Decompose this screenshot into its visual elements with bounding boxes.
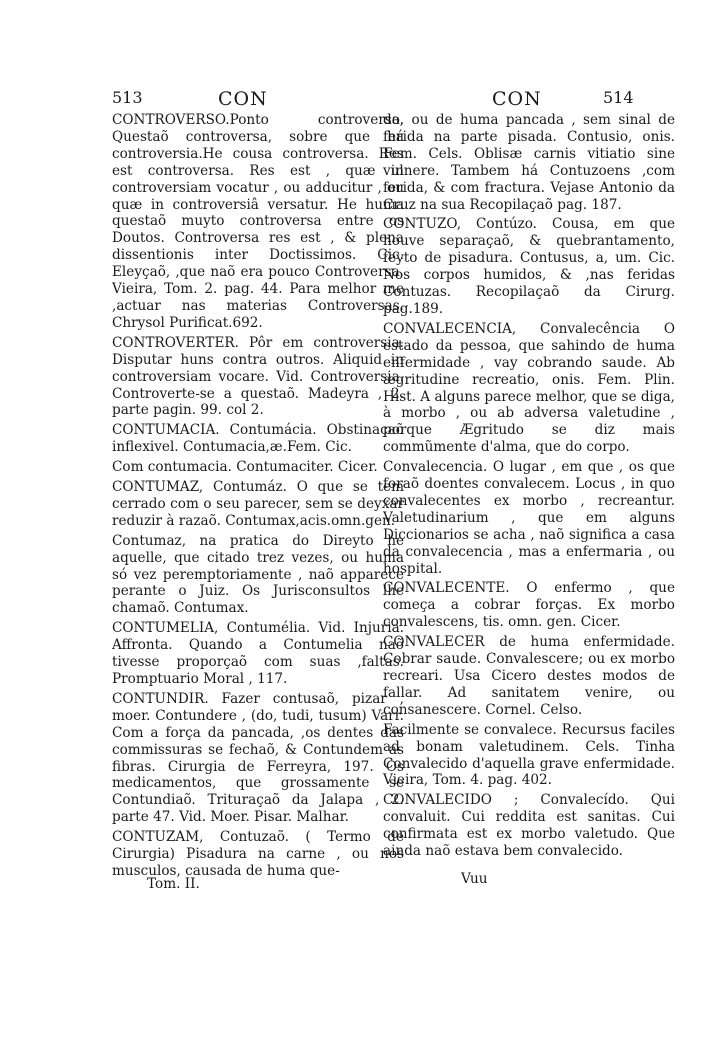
right-column <box>383 112 675 860</box>
running-headword-right: CON <box>492 88 542 110</box>
entry-convalecido: CONVALECIDO ; Convalecído. Qui convaluit. Cui reddita est sanitas. Cui confirmata est ex morbo valetudo. Que ainda naõ estava bem convalecido. <box>383 792 675 860</box>
gathering-signature: Vuu <box>461 871 488 887</box>
page-number-right: 514 <box>603 88 634 107</box>
entry-convalecencia-lugar: Convalecencia. O lugar , em que , os que foraõ doentes convalecem. Locus , in quo convalecentes ex morbo , recreantur. Valetudinarium , que em alguns Diccionarios se acha , naõ significa a casa da convalecencia , mas a enfermaria , ou hospital. <box>383 459 675 577</box>
entry-contuzo: CONTUZO, Contúzo. Cousa, em que houve separaçaõ, & quebrantamento, feyto de pisadura. Contusus, a, um. Cic. Nos corpos humidos, & ,nas feridas Contuzas. Recopilaçaõ da Cirurg. pag.189. <box>383 216 675 317</box>
entry-contumaz-direyto: Contumaz, na pratica do Direyto he aquelle, que citado trez vezes, ou huma só vez peremptoriamente , naõ apparece perante o Juiz. Os Jurisconsultos lhe chamaõ. Contumax. <box>112 532 404 617</box>
left-column <box>112 112 404 880</box>
volume-signature: Tom. II. <box>147 876 200 892</box>
entry-controverter: CONTROVERTER. Pôr em controversia. Disputar huns contra outros. Aliquid in controversiam vocare. Vid. Controversia. Controverte-se a questaõ. Madeyra , 2. parte pagin. 99. col 2. <box>112 334 404 419</box>
page-number-left: 513 <box>112 88 143 107</box>
entry-contuzam: CONTUZAM, Contuzaõ. ( Termo de Cirurgia) Pisadura na carne , ou nos musculos, causada de huma que- <box>112 829 404 879</box>
entry-com-contumacia: Com contumacia. Contumaciter. Cicer. <box>112 459 378 476</box>
entry-contumaz: CONTUMAZ, Contumáz. O que se tem cerrado com o seu parecer, sem se deyxar reduzir à razaõ. Contumax,acis.omn.gen. <box>112 479 404 529</box>
entry-facilmente: Facilmente se convalece. Recursus faciles ad bonam valetudinem. Cels. Tinha Convalecido d'aquella grave enfermidade. Vieira, Tom. 4. pag. 402. <box>383 721 675 789</box>
entry-contuzam-cont: da, ou de huma pancada , sem sinal de ferida na parte pisada. Contusio, onis. Fem. Cels. Oblisæ carnis vitiatio sine vulnere. Tambem há Contuzoens ,com ferida, & com fractura. Vejase Antonio da Cruz na sua Recopilaçaõ pag. 187. <box>383 112 675 213</box>
entry-convalecencia: CONVALECENCIA, Convalecência O estado da pessoa, que sahindo de huma enfermidade , vay cobrando saude. Ab ægritudine recreatio, onis. Fem. Plin. Hist. A alguns parece melhor, que se diga, à morbo , ou ab adversa valetudine , porque Ægritudo se diz mais commũmente d'alma, que do corpo. <box>383 320 675 456</box>
entry-controverso: CONTROVERSO.Ponto controverso. Questaõ controversa, sobre que há controversia.He cousa controversa. Res est controversa. Res est , quæ in controversiam vocatur , ou adducitur , ou quæ in controversiâ versatur. He huma questaõ muyto controversa entre os Doutos. Controversa res est , & plena dissentionis inter Doctissimos. Cic. Eleyçaõ, ,que naõ era pouco Controversa. Vieira, Tom. 2. pag. 44. Para melhor me ,actuar nas materias Controversas. Chrysol Purificat.692. <box>112 112 404 331</box>
entry-contumacia: CONTUMACIA. Contumácia. Obstinaçaõ inflexivel. Contumacia,æ.Fem. Cic. <box>112 422 404 456</box>
running-headword-left: CON <box>218 88 268 110</box>
entry-convalecente: CONVALECENTE. O enfermo , que começa a cobrar forças. Ex morbo convalescens, tis. omn. gen. Cicer. <box>383 580 675 631</box>
entry-contumelia: CONTUMELIA, Contumélia. Vid. Injuria. Affronta. Quando a Contumelia naõ tivesse proporçaõ com suas ,faltas. Promptuario Moral , 117. <box>112 620 404 687</box>
entry-contundir: CONTUNDIR. Fazer contusaõ, pizar , moer. Contundere , (do, tudi, tusum) Varr. Com a força da pancada, ,os dentes das commissuras se fechaõ, & Contundem as fibras. Cirurgia de Ferreyra, 197. Os medicamentos, que grossamente se Contundiaõ. Trituraçaõ da Jalapa , 2. parte 47. Vid. Moer. Pisar. Malhar. <box>112 690 404 826</box>
entry-convalecer: CONVALECER de huma enfermidade. Cobrar saude. Convalescere; ou ex morbo recreari. Usa Cicero destes modos de fallar. Ad sanitatem venire, ou consanescere. Cornel. Celso. <box>383 634 675 718</box>
